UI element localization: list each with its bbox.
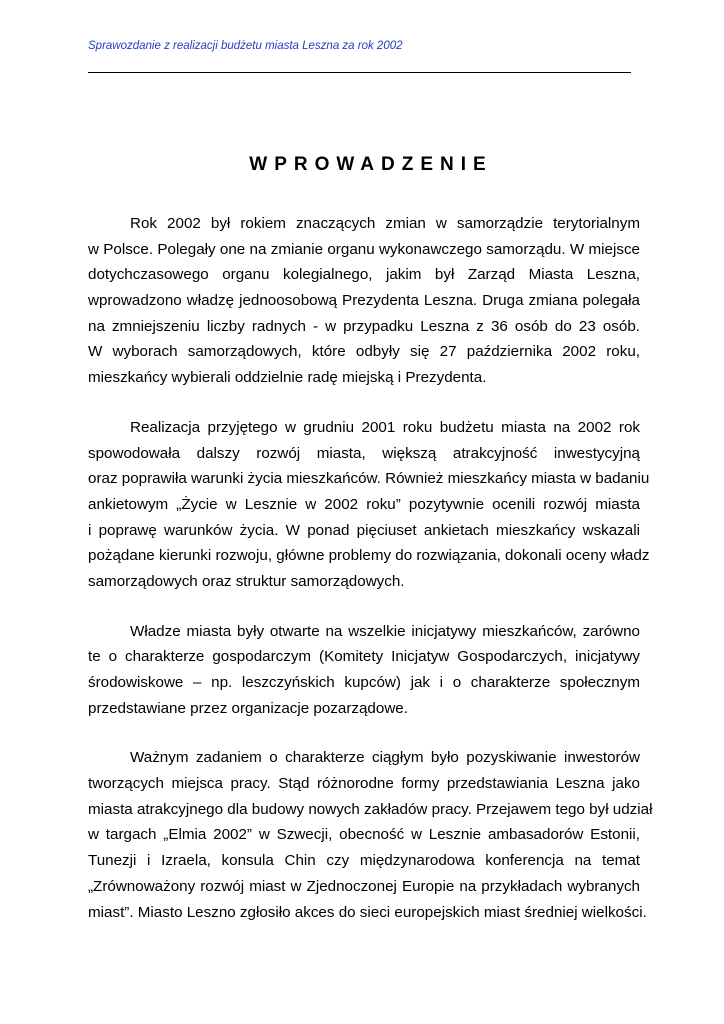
paragraph-3: [88, 619, 640, 722]
paragraph-line: środowiskowe – np. leszczyńskich kupców) jak i o charakterze społecznym: [88, 674, 640, 691]
paragraph-line: na zmniejszeniu liczby radnych - w przypadku Leszna z 36 osób do 23 osób.: [88, 317, 640, 335]
paragraph-line: oraz poprawiła warunki życia mieszkańców. Również mieszkańcy miasta w badaniu: [88, 470, 650, 488]
paragraph-4: [88, 745, 653, 925]
paragraph-line: spowodowała dalszy rozwój miasta, większą atrakcyjność inwestycyjną: [88, 444, 640, 462]
paragraph-line: dotychczasowego organu kolegialnego, jakim był Zarząd Miasta Leszna,: [88, 266, 640, 284]
paragraph-line: miast”. Miasto Leszno zgłosiło akces do sieci europejskich miast średniej wielkości.: [88, 903, 647, 921]
paragraph-line: i poprawę warunków życia. W ponad pięciuset ankietach mieszkańcy wskazali: [88, 521, 640, 539]
paragraph-line: samorządowych oraz struktur samorządowych.: [88, 572, 405, 590]
paragraph-line: Władze miasta były otwarte na wszelkie inicjatywy mieszkańców, zarówno: [130, 622, 640, 640]
header-divider: [88, 72, 631, 73]
paragraph-line: tworzących miejsca pracy. Stąd różnorodne formy przedstawiania Leszna jako: [88, 775, 640, 793]
paragraph-line: przedstawiane przez organizacje pozarządowe.: [88, 699, 408, 717]
paragraph-line: „Zrównoważony rozwój miast w Zjednoczonej Europie na przykładach wybranych: [88, 877, 640, 895]
paragraph-line: ankietowym „Życie w Lesznie w 2002 roku” pozytywnie ocenili rozwój miasta: [88, 495, 640, 513]
paragraph-1: [88, 211, 640, 391]
paragraph-line: Rok 2002 był rokiem znaczących zmian w samorządzie terytorialnym: [130, 215, 640, 232]
running-header: Sprawozdanie z realizacji budżetu miasta Leszna za rok 2002: [88, 40, 403, 52]
paragraph-line: Tunezji i Izraela, konsula Chin czy międzynarodowa konferencja na temat: [88, 852, 640, 870]
paragraph-line: w targach „Elmia 2002” w Szwecji, obecność w Lesznie ambasadorów Estonii,: [88, 826, 640, 844]
paragraph-line: pożądane kierunki rozwoju, główne problemy do rozwiązania, dokonali oceny władz: [88, 547, 650, 565]
document-body: [88, 211, 653, 949]
paragraph-line: mieszkańcy wybierali oddzielnie radę miejską i Prezydenta.: [88, 369, 487, 387]
paragraph-line: w Polsce. Polegały one na zmianie organu wykonawczego samorządu. W miejsce: [88, 240, 640, 258]
section-title: WPROWADZENIE: [249, 154, 493, 175]
paragraph-2: [88, 415, 650, 595]
paragraph-line: W wyborach samorządowych, które odbyły się 27 października 2002 roku,: [88, 343, 640, 361]
paragraph-line: te o charakterze gospodarczym (Komitety Inicjatyw Gospodarczych, inicjatywy: [88, 648, 640, 666]
paragraph-line: miasta atrakcyjnego dla budowy nowych zakładów pracy. Przejawem tego był udział: [88, 800, 653, 818]
paragraph-line: Realizacja przyjętego w grudniu 2001 roku budżetu miasta na 2002 rok: [130, 418, 640, 436]
paragraph-line: wprowadzono władzę jednoosobową Prezydenta Leszna. Druga zmiana polegała: [88, 292, 640, 310]
paragraph-line: Ważnym zadaniem o charakterze ciągłym było pozyskiwanie inwestorów: [130, 749, 640, 767]
